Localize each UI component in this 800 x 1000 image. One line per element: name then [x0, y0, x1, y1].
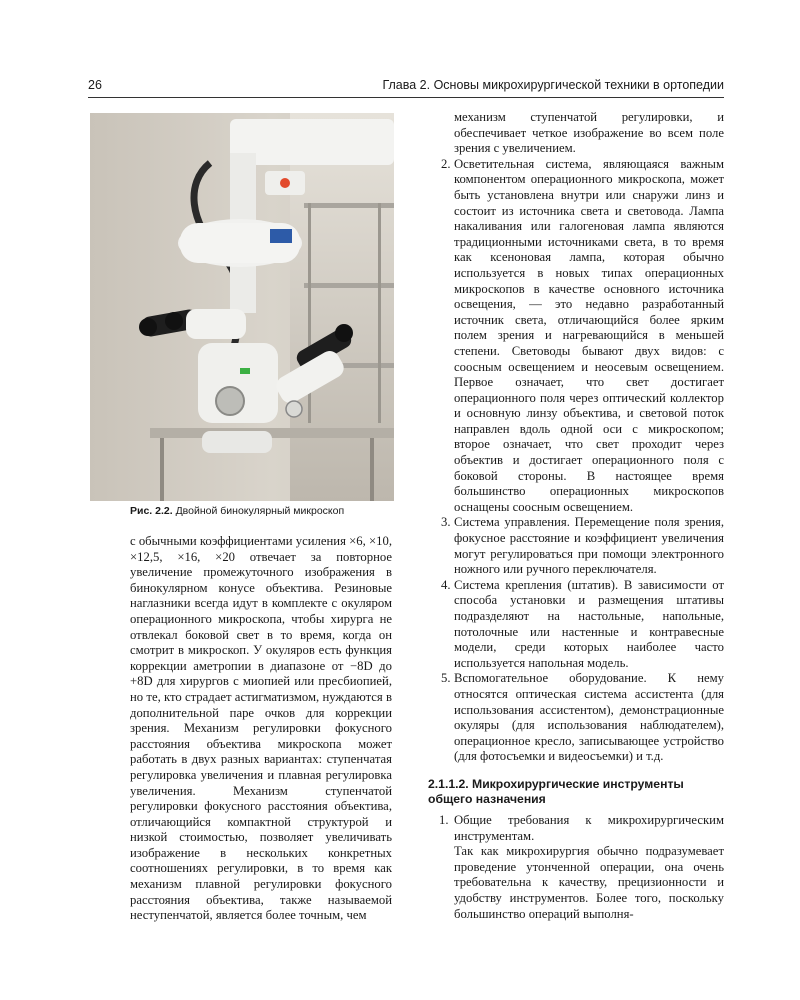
- body-paragraph: с обычными коэффициентами усиления ×6, ×10, ×12,5, ×16, ×20 отвечает за повторное увеличение промежуточного изображения в бинокулярном конусе объектива. Резиновые наглазники всегда идут в комплекте с окуляром операционного микроскопа, чтобы хирурга не отвлекал боковой свет в то время, когда он смотрит в микроскоп. У окуляров есть функция коррекции аметропии в диапазоне от −8D до +8D для хирургов с миопией или пресбиопией, но те, кто страдает астигматизмом, нуждаются в дополнительной паре очков для коррекции зрения. Механизм регулировки фокусного расстояния объектива микроскопа может работать в двух разных вариантах: ступенчатая регулировка увеличения и плавная регулировка увеличения. Механизм ступенчатой регулировки фокусного расстояния объектива, отличающийся компактной структурой и низкой стоимостью, позволяет увеличивать изображение в нескольких конкретных соотношениях регулировки, в то время как механизм плавной регулировки фокусного расстояния объектива, также называемой неступенчатой, является более точным, чем: [130, 534, 392, 923]
- list-number: 4.: [441, 577, 451, 592]
- section-heading: 2.1.1.2. Микрохирургические инструменты общего назначения: [428, 776, 684, 806]
- list-number: 2.: [441, 156, 451, 171]
- figure-caption: [130, 505, 400, 517]
- list-text: Осветительная система, являющаяся важным компонентом операционного микроскопа, может быть установлена внутри или снаружи линз и состоит из источника света и световода. Лампа накаливания или галогеновая лампа являются традиционными источниками света, в то время как ксеноновая лампа, которая обычно используется в новых типах операционных микроскопов в качестве основного источника освещения, — это недавно разработанный источник света, отличающийся более ярким полем зрения и нагревающийся в меньшей степени. Световоды бывают двух видов: с соосным освещением и неосевым освещением. Первое означает, что свет достигает операционного поля через оптический коллектор и основную линзу объектива, и световой поток направлен вдоль одной оси с микроскопом; второе означает, что свет проходит через объектив и достигает операционного поля с боковой стороны. В настоящее время большинство операционных микроскопов оснащены соосным освещением.: [454, 156, 724, 514]
- list-number: 3.: [441, 515, 451, 530]
- caption-label: Рис. 2.2.: [130, 505, 173, 517]
- list-item: [428, 671, 724, 765]
- list-item: [428, 157, 724, 516]
- continuation-paragraph: механизм ступенчатой регулировки, и обеспечивает четкое изображение во всем поле зрения с увеличением.: [454, 110, 724, 156]
- list-text: Вспомогательное оборудование. К нему относятся оптическая система ассистента (для использования ассистентом), демонстрационные окуляры (для использования наблюдателем), операционное кресло, записывающее устройство (для фотосъемки и видеосъемки) и т.д.: [454, 671, 724, 764]
- header-rule: [88, 97, 724, 98]
- page-number: 26: [88, 78, 102, 92]
- list-item: [428, 515, 724, 577]
- sub-list-text: Так как микрохирургия обычно подразумевает проведение утонченной операции, она очень требовательна к качеству, прецизионности и удобству инструментов. Более того, поскольку большинство операций выполня-: [454, 844, 724, 921]
- list-item: [428, 578, 724, 672]
- right-column: [428, 110, 724, 922]
- list-text: Система управления. Перемещение поля зрения, фокусное расстояние и коэффициент увеличения могут регулироваться при помощи электронного ножного или ручного переключателя.: [454, 515, 724, 577]
- sub-list-number: 1.: [439, 812, 449, 827]
- caption-text: Двойной бинокулярный микроскоп: [172, 505, 345, 517]
- sub-list-title: Общие требования к микрохирургическим инструментам.: [454, 812, 724, 843]
- microscope-photo: [90, 113, 394, 501]
- list-text: Система крепления (штатив). В зависимости от способа установки и размещения штативы подразделяют на настольные, напольные, потолочные или настенные и контравесные модели, среди которых наиболее часто используется напольная модель.: [454, 577, 724, 670]
- running-header: [88, 78, 724, 98]
- left-column: [130, 534, 392, 924]
- list-number: 5.: [441, 671, 451, 686]
- sub-list-item: [428, 813, 724, 922]
- running-title: Глава 2. Основы микрохирургической техники в ортопедии: [382, 78, 724, 92]
